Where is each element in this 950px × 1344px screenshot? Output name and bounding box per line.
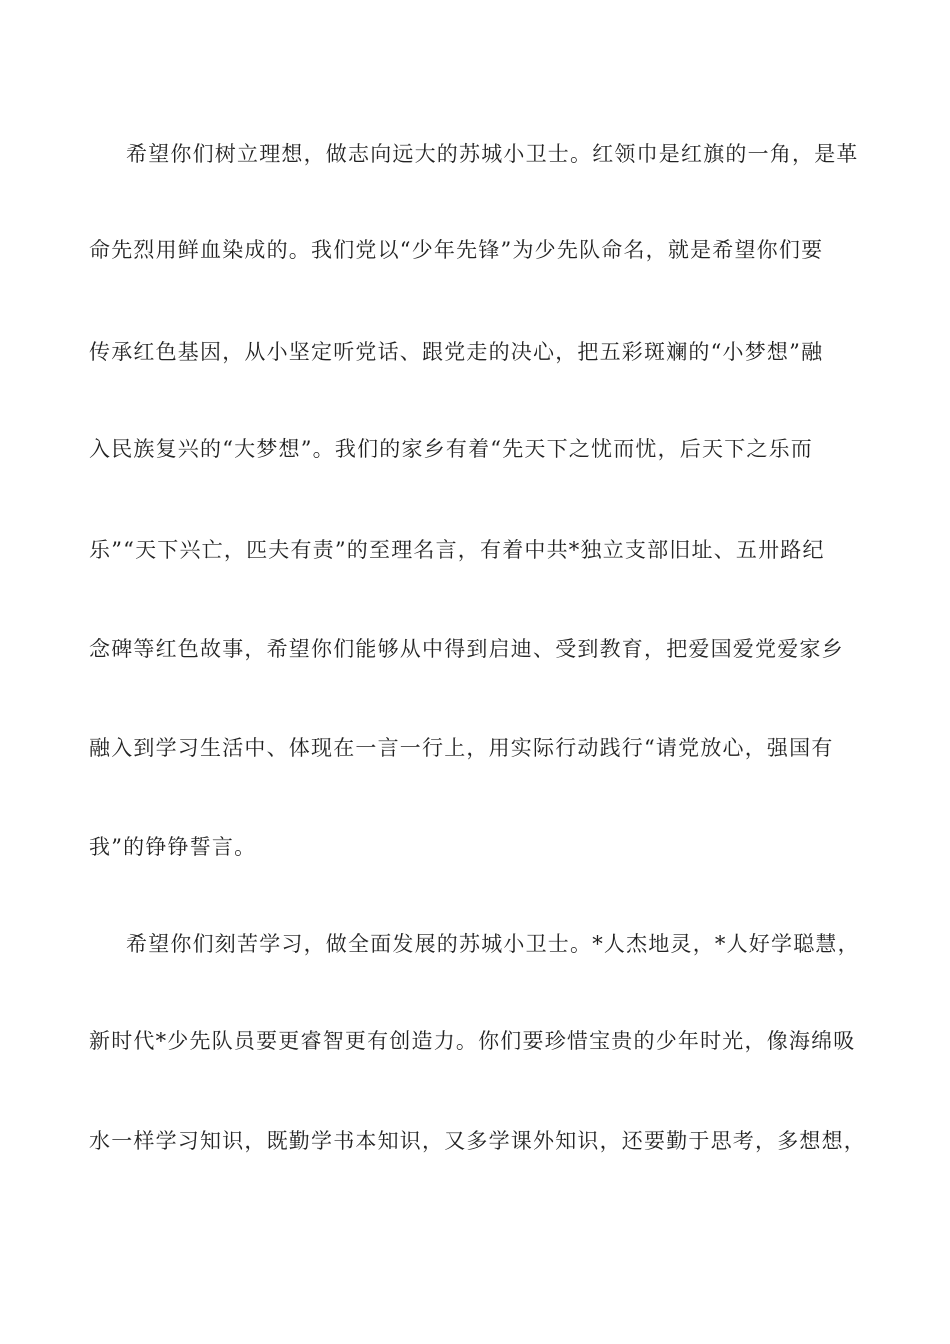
- paragraph-2-line-3: 水一样学习知识，既勤学书本知识，又多学课外知识，还要勤于思考，多想想，: [89, 1129, 866, 1153]
- paragraph-1-line-4: 入民族复兴的“大梦想”。我们的家乡有着“先天下之忧而忧，后天下之乐而: [89, 437, 814, 461]
- paragraph-1-line-7: 融入到学习生活中、体现在一言一行上，用实际行动践行“请党放心，强国有: [89, 736, 834, 760]
- paragraph-1-line-3: 传承红色基因，从小坚定听党话、跟党走的决心，把五彩斑斓的“小梦想”融: [89, 340, 824, 364]
- paragraph-2-line-1: 希望你们刻苦学习，做全面发展的苏城小卫士。*人杰地灵，*人好学聪慧，: [126, 932, 860, 956]
- paragraph-2-line-2: 新时代*少先队员要更睿智更有创造力。你们要珍惜宝贵的少年时光，像海绵吸: [89, 1029, 856, 1053]
- paragraph-1-line-2: 命先烈用鲜血染成的。我们党以“少年先锋”为少先队命名，就是希望你们要: [89, 238, 824, 262]
- paragraph-1-line-1: 希望你们树立理想，做志向远大的苏城小卫士。红领巾是红旗的一角，是革: [126, 142, 859, 166]
- paragraph-1-line-6: 念碑等红色故事，希望你们能够从中得到启迪、受到教育，把爱国爱党爱家乡: [89, 637, 844, 661]
- paragraph-1-line-5: 乐”“天下兴亡，匹夫有责”的至理名言，有着中共*独立支部旧址、五卅路纪: [89, 538, 825, 562]
- paragraph-1-line-8: 我”的铮铮誓言。: [89, 835, 257, 859]
